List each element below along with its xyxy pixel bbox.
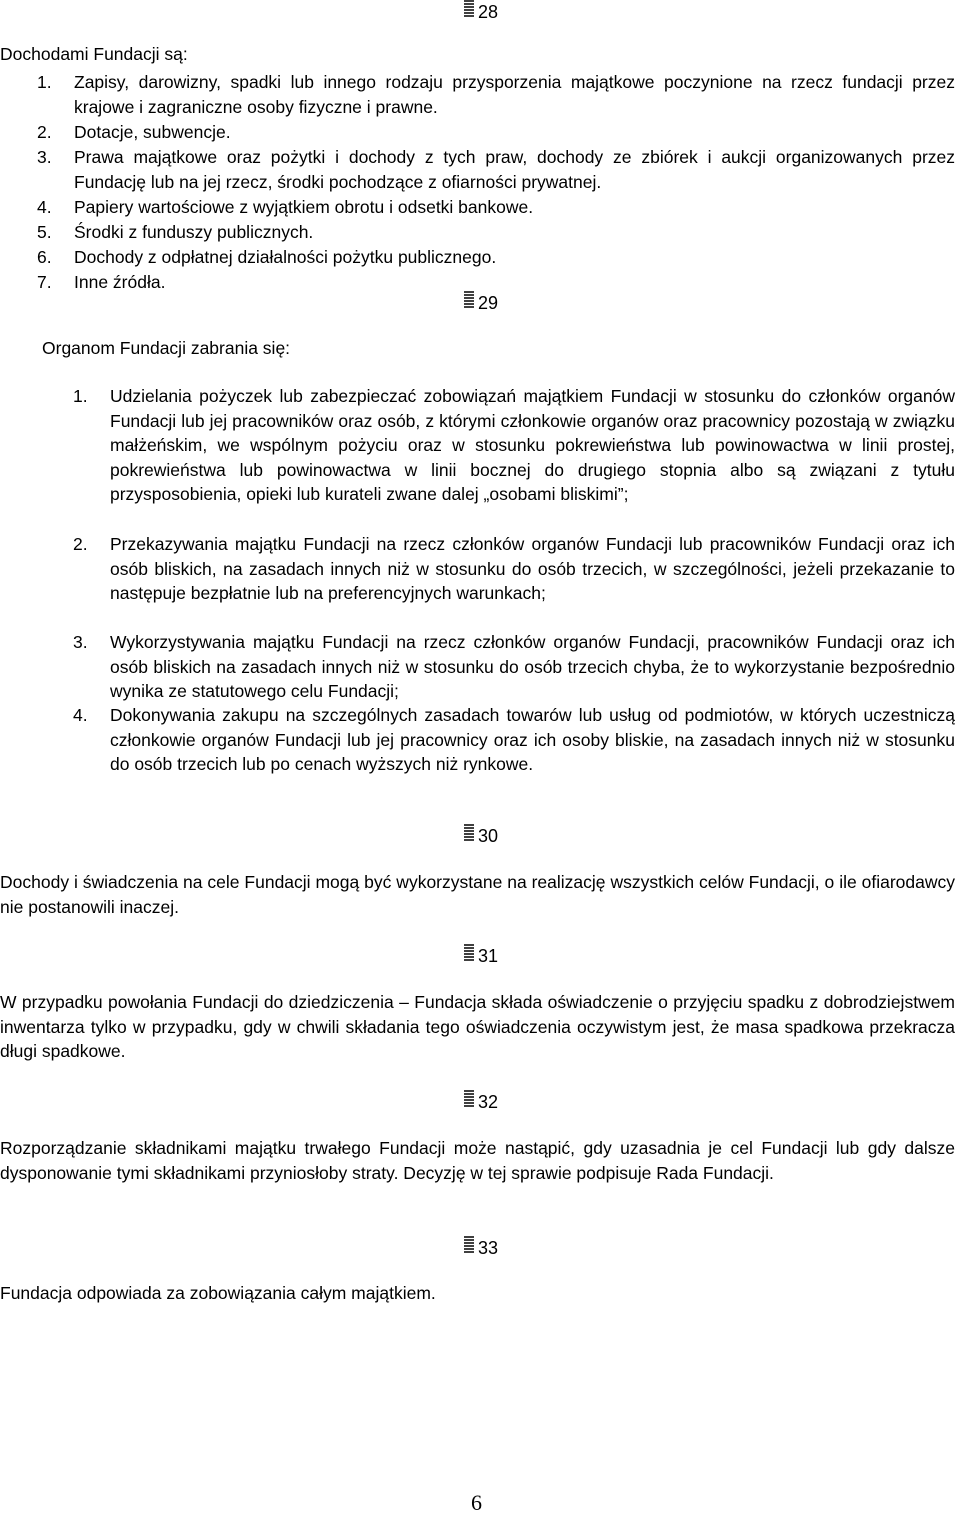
- list-item: [37, 245, 955, 270]
- list-number: 2.: [37, 122, 52, 142]
- section-31-heading: [460, 944, 498, 966]
- section-sign-icon: [460, 1090, 478, 1108]
- list-item-text: Środki z funduszy publicznych.: [74, 222, 314, 242]
- list-number: 7.: [37, 272, 52, 292]
- list-number: 5.: [37, 222, 52, 242]
- section-29-intro: Organom Fundacji zabrania się:: [42, 338, 291, 358]
- list-number: 1.: [37, 72, 52, 92]
- section-28-intro: Dochodami Fundacji są:: [0, 44, 188, 64]
- list-item-text: Zapisy, darowizny, spadki lub innego rodzaju przysporzenia majątkowe poczynione na rzecz fundacji przez krajowe i zagraniczne osoby fizyczne i prawne.: [74, 72, 955, 117]
- list-item: [37, 195, 955, 220]
- list-number: 1.: [73, 386, 88, 406]
- list-item: [73, 532, 955, 630]
- list-item: [37, 220, 955, 245]
- section-32-text: Rozporządzanie składnikami majątku trwałego Fundacji może nastąpić, gdy uzasadnia je cel Fundacji lub gdy dalsze dysponowanie tymi składnikami przyniosłoby straty. Decyzję w tej sprawie podpisuje Rada Fundacji.: [0, 1138, 955, 1183]
- list-number: 6.: [37, 247, 52, 267]
- list-item: [37, 120, 955, 145]
- section-32-heading: [460, 1090, 498, 1112]
- list-item: [73, 384, 955, 532]
- list-number: 3.: [37, 147, 52, 167]
- list-number: 4.: [73, 705, 88, 725]
- section-number: 30: [478, 826, 499, 846]
- section-number: 31: [478, 946, 499, 966]
- section-sign-icon: [460, 0, 478, 18]
- list-item: [37, 70, 955, 120]
- list-item-text: Udzielania pożyczek lub zabezpieczać zobowiązań majątkiem Fundacji w stosunku do członków organów Fundacji lub jej pracowników oraz osób, z którymi członkowie organów oraz pracownicy pozostają w związku małżeńskim, we wspólnym pożyciu oraz w stosunku pokrewieństwa lub powinowactwa w linii prostej, pokrewieństwa lub powinowactwa w linii bocznej do drugiego stopnia albo są związani z tytułu przysposobienia, opieki lub kurateli zwane dalej „osobami bliskimi”;: [110, 386, 955, 504]
- section-sign-icon: [460, 824, 478, 842]
- section-29-list: [73, 384, 955, 801]
- section-number: 32: [478, 1092, 499, 1112]
- list-item-text: Inne źródła.: [74, 272, 166, 292]
- section-30-text: Dochody i świadczenia na cele Fundacji mogą być wykorzystane na realizację wszystkich celów Fundacji, o ile ofiarodawcy nie postanowili inaczej.: [0, 872, 955, 917]
- section-33-text: Fundacja odpowiada za zobowiązania całym majątkiem.: [0, 1283, 436, 1303]
- list-item-text: Dotacje, subwencje.: [74, 122, 231, 142]
- list-item: [73, 703, 955, 801]
- section-sign-icon: [460, 291, 478, 309]
- list-number: 2.: [73, 534, 88, 554]
- section-31-text: W przypadku powołania Fundacji do dziedziczenia – Fundacja składa oświadczenie o przyjęciu spadku z dobrodziejstwem inwentarza tylko w przypadku, gdy w chwili składania tego oświadczenia oczywistym jest, że masa spadkowa przekracza długi spadkowe.: [0, 992, 955, 1061]
- page-number: 6: [471, 1490, 482, 1515]
- section-30-heading: [460, 824, 498, 846]
- section-29-heading: [460, 291, 498, 313]
- section-28-heading: [460, 0, 498, 22]
- list-item-text: Dokonywania zakupu na szczególnych zasadach towarów lub usług od podmiotów, w których uczestniczą członkowie organów Fundacji lub jej pracownicy oraz ich osoby bliskie, na zasadach innych niż w stosunku do osób trzecich lub po cenach wyższych niż rynkowe.: [110, 705, 955, 774]
- list-number: 3.: [73, 632, 88, 652]
- list-number: 4.: [37, 197, 52, 217]
- section-sign-icon: [460, 944, 478, 962]
- section-sign-icon: [460, 1236, 478, 1254]
- list-item-text: Wykorzystywania majątku Fundacji na rzecz członków organów Fundacji, pracowników Fundacji oraz ich osób bliskich na zasadach innych niż w stosunku do osób trzecich chyba, że to wykorzystanie bezpośrednio wynika ze statutowego celu Fundacji;: [110, 632, 955, 701]
- list-item-text: Dochody z odpłatnej działalności pożytku publicznego.: [74, 247, 497, 267]
- section-number: 29: [478, 293, 499, 313]
- list-item-text: Papiery wartościowe z wyjątkiem obrotu i odsetki bankowe.: [74, 197, 534, 217]
- section-number: 28: [478, 2, 499, 22]
- section-33-heading: [460, 1236, 498, 1258]
- section-number: 33: [478, 1238, 499, 1258]
- list-item: [37, 145, 955, 195]
- list-item-text: Przekazywania majątku Fundacji na rzecz członków organów Fundacji lub pracowników Fundacji oraz ich osób bliskich, na zasadach innych niż w stosunku do osób trzecich, w szczególności, jeżeli przekazanie to następuje bezpłatnie lub na preferencyjnych warunkach;: [110, 534, 955, 603]
- list-item: [73, 630, 955, 703]
- list-item-text: Prawa majątkowe oraz pożytki i dochody z tych praw, dochody ze zbiórek i aukcji organizowanych przez Fundację lub na jej rzecz, środki pochodzące z ofiarności prywatnej.: [74, 147, 955, 192]
- section-28-list: [37, 70, 955, 295]
